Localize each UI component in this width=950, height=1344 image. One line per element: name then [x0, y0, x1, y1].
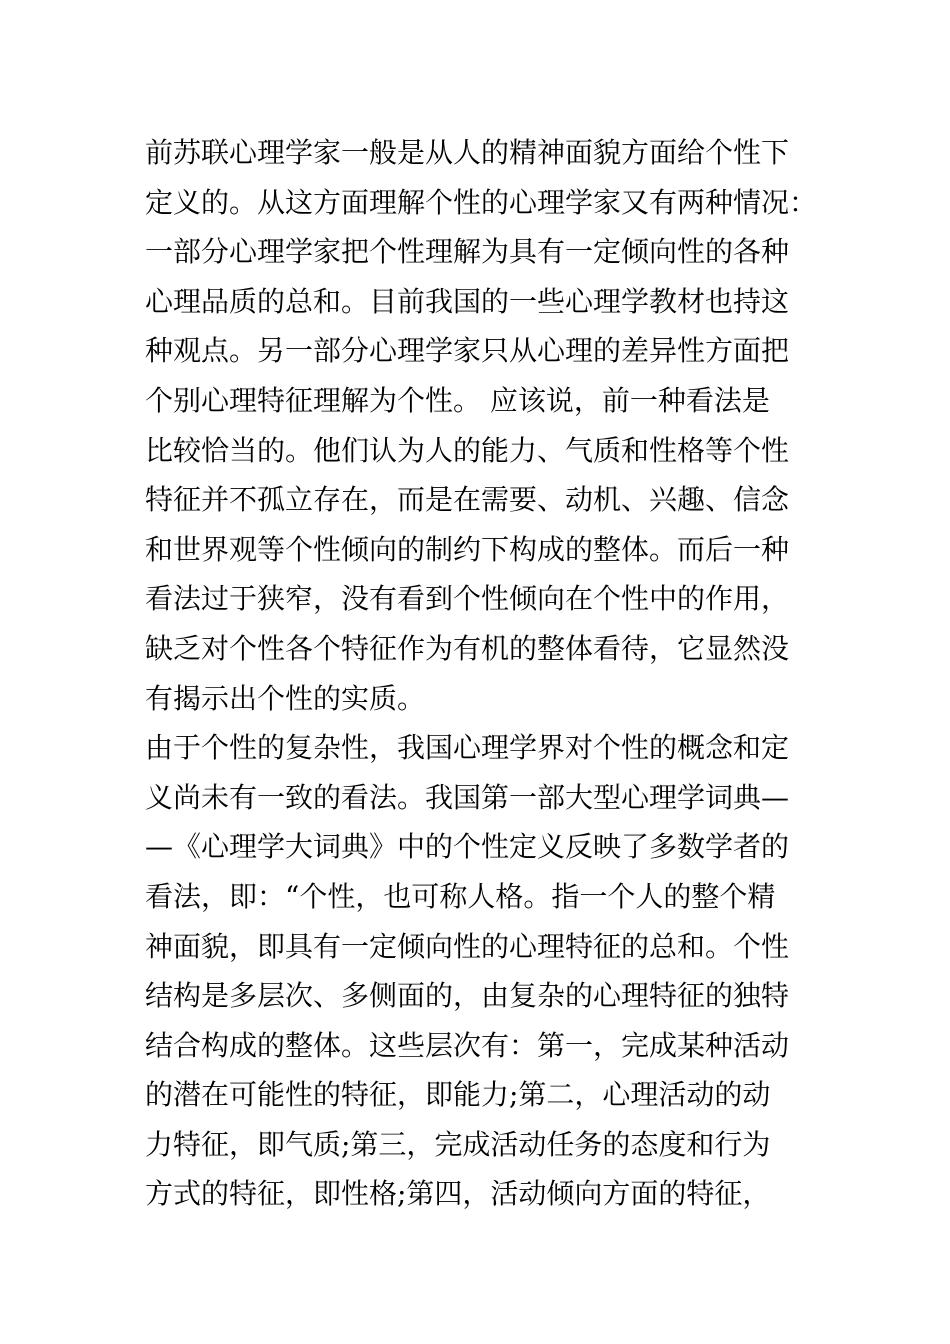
- text-line: 结构是多层次、多侧面的，由复杂的心理特征的独特: [145, 979, 790, 1013]
- text-line: 看法过于狭窄，没有看到个性倾向在个性中的作用，: [145, 582, 790, 616]
- text-line: 结合构成的整体。这些层次有：第一，完成某种活动: [145, 1028, 790, 1062]
- text-line: 义尚未有一致的看法。我国第一部大型心理学词典—: [145, 780, 790, 814]
- text-line: 力特征，即气质;第三，完成活动任务的态度和行为: [145, 1127, 771, 1161]
- text-line: 有揭示出个性的实质。: [145, 681, 426, 715]
- text-line: 的潜在可能性的特征，即能力;第二，心理活动的动: [145, 1078, 771, 1112]
- text-line: 神面貌，即具有一定倾向性的心理特征的总和。个性: [145, 929, 790, 963]
- text-line: 由于个性的复杂性，我国心理学界对个性的概念和定: [145, 731, 790, 765]
- text-line: 方式的特征，即性格;第四，活动倾向方面的特征，: [145, 1177, 771, 1211]
- text-line: 个别心理特征理解为个性。 应该说，前一种看法是: [145, 383, 770, 417]
- text-line: 种观点。另一部分心理学家只从心理的差异性方面把: [145, 334, 790, 368]
- text-line: 看法，即：“个性，也可称人格。指一个人的整个精: [145, 879, 776, 913]
- text-line: 和世界观等个性倾向的制约下构成的整体。而后一种: [145, 532, 790, 566]
- body-text: [145, 128, 825, 1219]
- text-line: 前苏联心理学家一般是从人的精神面貌方面给个性下: [145, 136, 790, 169]
- text-line: 心理品质的总和。目前我国的一些心理学教材也持这: [145, 284, 790, 318]
- text-line: 比较恰当的。他们认为人的能力、气质和性格等个性: [145, 433, 790, 467]
- text-line: 一部分心理学家把个性理解为具有一定倾向性的各种: [145, 235, 790, 269]
- text-line: 缺乏对个性各个特征作为有机的整体看待，它显然没: [145, 631, 790, 665]
- text-line: 定义的。从这方面理解个性的心理学家又有两种情况：: [145, 185, 818, 219]
- text-line: —《心理学大词典》中的个性定义反映了多数学者的: [145, 830, 790, 864]
- text-line: 特征并不孤立存在，而是在需要、动机、兴趣、信念: [145, 483, 790, 517]
